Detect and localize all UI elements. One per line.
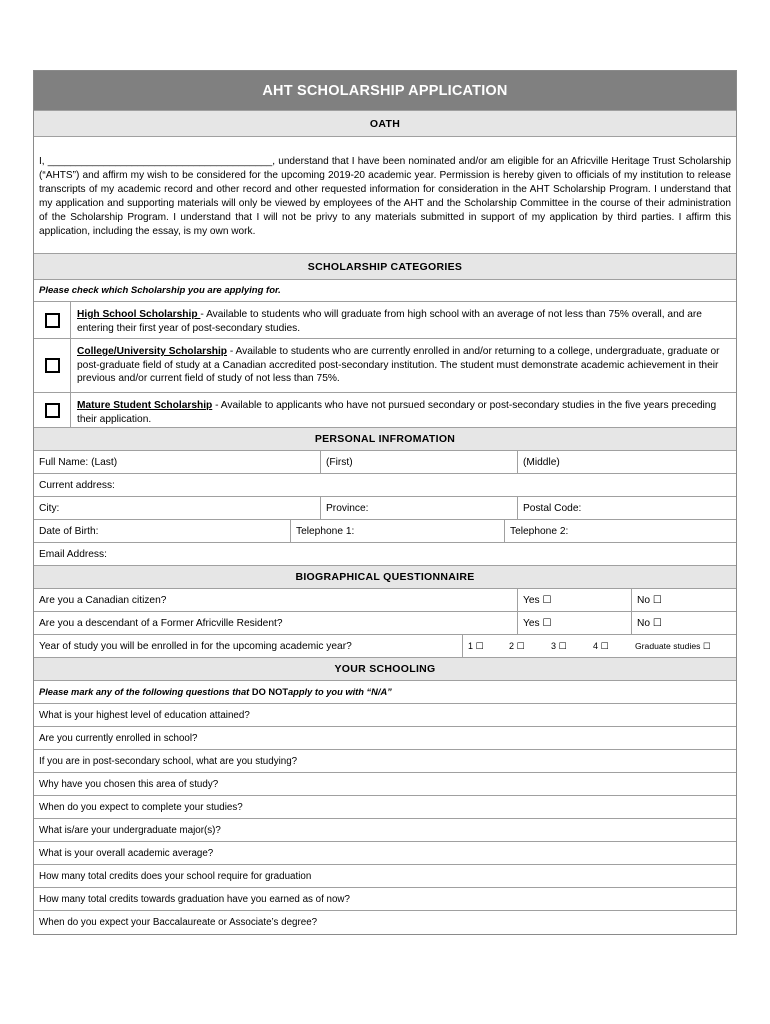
schooling-question[interactable]: How many total credits towards graduation have you earned as of now? <box>34 888 736 911</box>
name-row <box>34 451 736 474</box>
application-form <box>33 70 737 935</box>
year-row <box>34 635 736 658</box>
city-row <box>34 497 736 520</box>
category-mature-student <box>34 393 736 428</box>
first-name-field[interactable]: (First) <box>320 451 517 473</box>
middle-name-field[interactable]: (Middle) <box>517 451 736 473</box>
schooling-question[interactable]: What is your highest level of education attained? <box>34 704 736 727</box>
city-field[interactable]: City: <box>39 502 60 514</box>
citizen-question: Are you a Canadian citizen? <box>39 594 167 606</box>
schooling-instruction <box>34 681 736 704</box>
schooling-question[interactable]: If you are in post-secondary school, what are you studying? <box>34 750 736 773</box>
telephone2-field[interactable]: Telephone 2: <box>504 520 736 542</box>
instruction-part: Please mark any of the following questions that <box>39 687 250 697</box>
province-field[interactable]: Province: <box>320 497 517 519</box>
year-option-1[interactable]: 1 ☐ <box>462 635 504 657</box>
category-high-school <box>34 302 736 339</box>
descendant-row <box>34 612 736 635</box>
schooling-question[interactable]: When do you expect your Baccalaureate or Associate’s degree? <box>39 917 318 928</box>
citizen-row <box>34 589 736 612</box>
category-description: - Available to applicants who have not pursued secondary or post-secondary studies in the five years preceding their application. <box>77 400 717 425</box>
personal-heading: PERSONAL INFROMATION <box>34 428 736 451</box>
category-description: - Available to students who are currently enrolled in and/or returning to a college, undergraduate, graduate or post-graduate field of study at a Canadian accredited post-secondary institution. The student must demonstrate academic achievement in their previous and/or current field of study of not less than 75%. <box>77 346 720 384</box>
email-field[interactable]: Email Address: <box>39 548 107 560</box>
category-name: College/University Scholarship <box>77 346 228 357</box>
schooling-question[interactable]: What is/are your undergraduate major(s)? <box>34 819 736 842</box>
category-description: - Available to students who will graduate from high school with an average of not less than 75% overall, and are entering their first year of post-secondary studies. <box>77 309 702 334</box>
descendant-yes-option[interactable]: Yes ☐ <box>517 612 631 634</box>
dob-row <box>34 520 736 543</box>
year-option-graduate[interactable]: Graduate studies ☐ <box>635 640 711 651</box>
category-college-university <box>34 339 736 393</box>
dob-field[interactable]: Date of Birth: <box>39 525 99 537</box>
college-university-checkbox[interactable] <box>45 358 60 373</box>
year-option-2[interactable]: 2 ☐ <box>509 640 525 651</box>
year-option-4[interactable]: 4 ☐ <box>593 640 609 651</box>
instruction-part: apply to you with “N/A” <box>288 687 392 697</box>
instruction-emphasis: DO NOT <box>251 687 289 697</box>
high-school-checkbox[interactable] <box>45 313 60 328</box>
citizen-yes-option[interactable]: Yes ☐ <box>517 589 631 611</box>
bio-heading: BIOGRAPHICAL QUESTIONNAIRE <box>34 566 736 589</box>
schooling-question[interactable]: Why have you chosen this area of study? <box>34 773 736 796</box>
schooling-question[interactable]: What is your overall academic average? <box>34 842 736 865</box>
current-address-field[interactable]: Current address: <box>39 479 115 491</box>
address-row <box>34 474 736 497</box>
year-option-3[interactable]: 3 ☐ <box>551 640 567 651</box>
postal-code-field[interactable]: Postal Code: <box>517 497 736 519</box>
category-name: High School Scholarship <box>77 309 201 320</box>
oath-text: I, ________________________________________, understand that I have been nominated and/or am eligible for an Africville Heritage Trust Scholarship (“AHTS”) and affirm my wish to be considered for the upcoming 2019-20 academic year. Permission is hereby given to officials of my institution to release transcripts of my academic record and other record and other requested information for consideration in the AHT Scholarship Program. I understand that my application and supporting materials will only be viewed by employees of the AHT and the Scholarship Committee in the course of their administration of the Scholarship Program. I understand that I will not be privy to any materials submitted in support of my application by third parties. I affirm this application, including the essay, is my own work. <box>34 137 736 254</box>
citizen-no-option[interactable]: No ☐ <box>631 589 736 611</box>
descendant-no-option[interactable]: No ☐ <box>631 612 736 634</box>
last-name-field[interactable]: Full Name: (Last) <box>39 456 118 468</box>
mature-student-checkbox[interactable] <box>45 403 60 418</box>
schooling-heading: YOUR SCHOOLING <box>34 658 736 681</box>
telephone1-field[interactable]: Telephone 1: <box>290 520 504 542</box>
categories-heading: SCHOLARSHIP CATEGORIES <box>34 254 736 280</box>
schooling-question[interactable]: Are you currently enrolled in school? <box>34 727 736 750</box>
descendant-question: Are you a descendant of a Former Africville Resident? <box>39 617 283 629</box>
categories-instruction: Please check which Scholarship you are applying for. <box>34 280 736 302</box>
oath-heading: OATH <box>34 111 736 137</box>
form-title: AHT SCHOLARSHIP APPLICATION <box>34 71 736 111</box>
schooling-question[interactable]: How many total credits does your school require for graduation <box>34 865 736 888</box>
category-name: Mature Student Scholarship <box>77 400 213 411</box>
year-question: Year of study you will be enrolled in for the upcoming academic year? <box>39 640 352 652</box>
schooling-question[interactable]: When do you expect to complete your studies? <box>34 796 736 819</box>
email-row <box>34 543 736 566</box>
